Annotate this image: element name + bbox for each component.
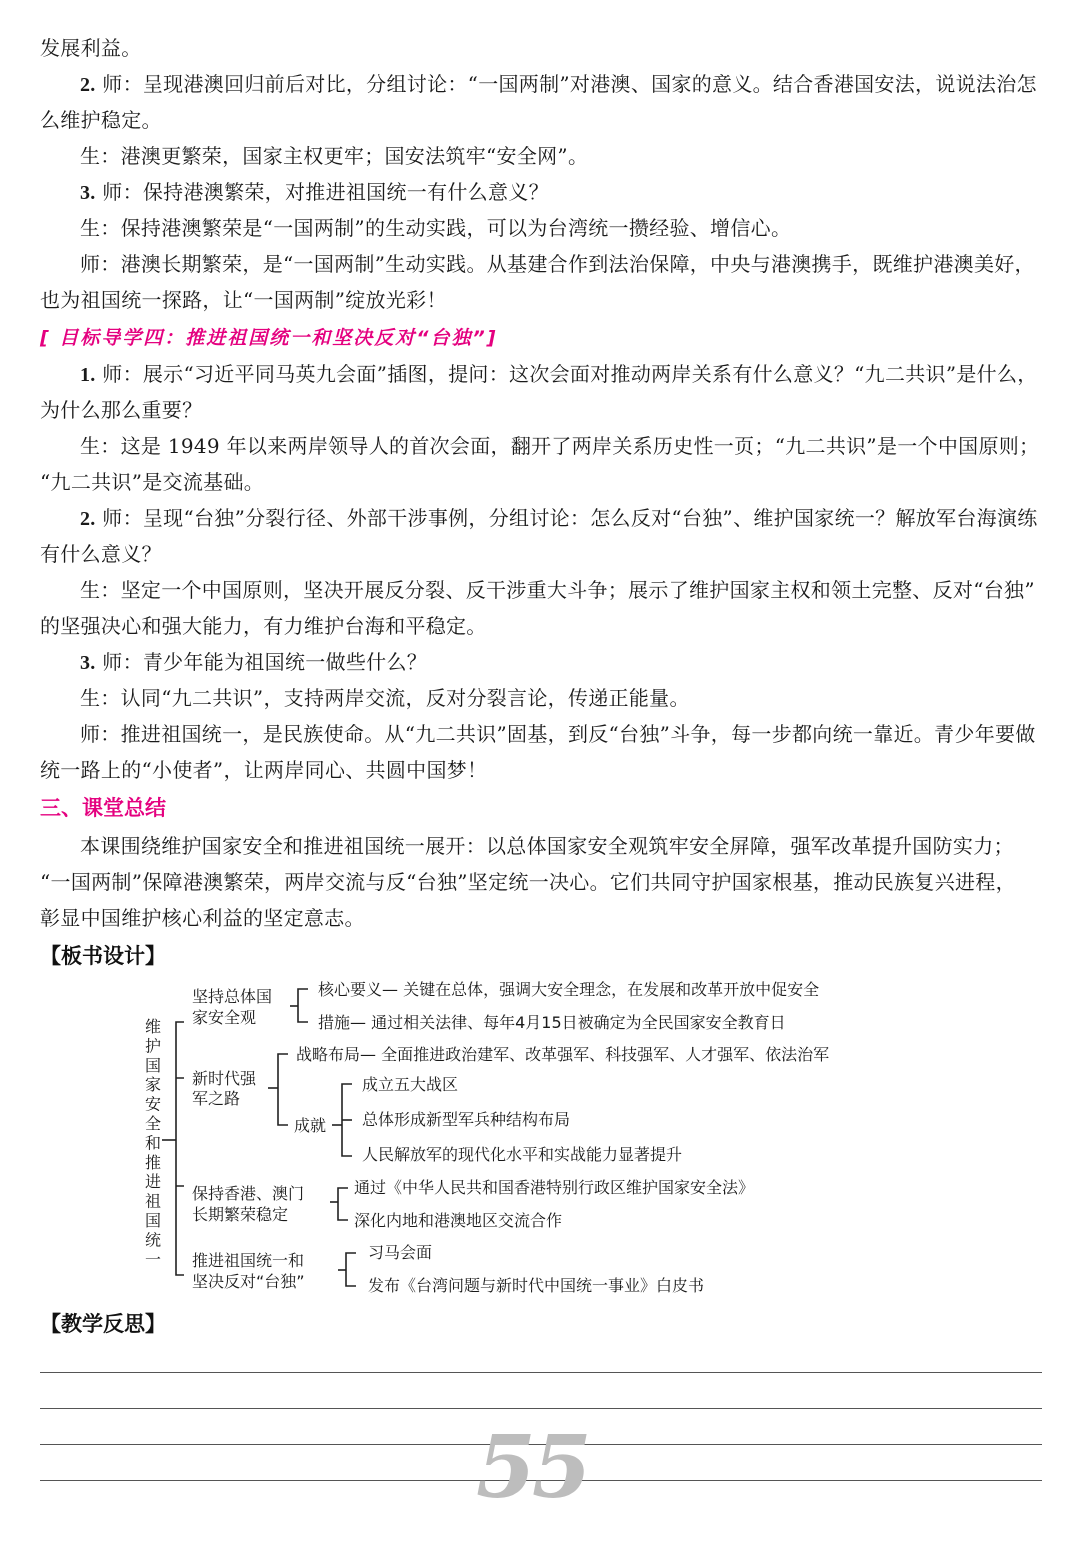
branch1-label-line2: 家安全观 bbox=[192, 1008, 257, 1027]
goal4-question-2-cont: 有什么意义？ bbox=[40, 542, 162, 566]
student-answer-cont: 的坚强决心和强大能力，有力维护台海和平稳定。 bbox=[40, 614, 487, 638]
teacher-summary: 师：推进祖国统一，是民族使命。从“九二共识”固基，到反“台独”斗争，每一步都向统一靠近。青少年要做 bbox=[80, 722, 1036, 746]
summary-paragraph-cont: 彰显中国维护核心利益的坚定意志。 bbox=[40, 906, 365, 930]
achievement-item3: 人民解放军的现代化水平和实战能力显著提升 bbox=[362, 1145, 683, 1164]
achievement-item2: 总体形成新型军兵种结构布局 bbox=[362, 1110, 571, 1129]
root-label-char: 统 bbox=[145, 1230, 162, 1250]
branch4-label-line2: 坚决反对“台独” bbox=[192, 1272, 305, 1291]
question-2-line-cont: 么维护稳定。 bbox=[40, 108, 162, 132]
branch3-label-line1: 保持香港、澳门 bbox=[192, 1184, 305, 1203]
student-answer: 生：港澳更繁荣，国家主权更牢；国安法筑牢“安全网”。 bbox=[80, 144, 589, 168]
paragraph-line: 发展利益。 bbox=[40, 36, 142, 60]
branch4-bracket bbox=[346, 1253, 356, 1286]
branch2-label-line2: 军之路 bbox=[192, 1089, 241, 1108]
goal4-question-2 bbox=[80, 500, 1044, 537]
branch3-label-line2: 长期繁荣稳定 bbox=[192, 1205, 289, 1224]
root-label-char: 维 bbox=[145, 1017, 162, 1036]
root-label-char: 进 bbox=[145, 1172, 162, 1192]
writing-line[interactable] bbox=[40, 1408, 1042, 1409]
question-text: 师：展示“习近平同马英九会面”插图，提问：这次会面对推动两岸关系有什么意义？“九二共识”是什么， bbox=[95, 362, 1038, 386]
item-number: 3. bbox=[80, 652, 96, 674]
student-answer-cont: “九二共识”是交流基础。 bbox=[40, 470, 265, 494]
teacher-summary-cont: 也为祖国统一探路，让“一国两制”绽放光彩！ bbox=[40, 288, 447, 312]
student-answer: 生：这是 1949 年以来两岸领导人的首次会面，翻开了两岸关系历史性一页；“九二共识”是一个中国原则； bbox=[80, 434, 1040, 458]
writing-line[interactable] bbox=[40, 1372, 1042, 1373]
root-label-char: 国 bbox=[145, 1055, 162, 1075]
root-bracket bbox=[176, 1022, 184, 1275]
item-number: 3. bbox=[80, 182, 96, 204]
branch1-item1: 核心要义— 关键在总体，强调大安全理念，在发展和改革开放中促安全 bbox=[318, 980, 820, 999]
branch4-item2: 发布《台湾问题与新时代中国统一事业》白皮书 bbox=[368, 1276, 705, 1295]
branch2-item2: 成就 bbox=[294, 1116, 327, 1135]
root-label bbox=[145, 1017, 161, 1269]
branch2-bracket bbox=[278, 1054, 288, 1125]
root-label-char: 祖 bbox=[145, 1191, 162, 1211]
root-label-char: 全 bbox=[145, 1114, 162, 1133]
branch1-item2: 措施— 通过相关法律、每年4月15日被确定为全民国家安全教育日 bbox=[318, 1013, 786, 1032]
teacher-summary: 师：港澳长期繁荣，是“一国两制”生动实践。从基建合作到法治保障，中央与港澳携手，既维护港澳美好， bbox=[80, 252, 1035, 276]
branch1-bracket bbox=[298, 989, 308, 1022]
branch3-item1: 通过《中华人民共和国香港特别行政区维护国家安全法》 bbox=[354, 1178, 755, 1197]
branch3-item2: 深化内地和港澳地区交流合作 bbox=[354, 1211, 563, 1230]
root-label-char: 家 bbox=[145, 1075, 162, 1095]
board-design-heading: 【板书设计】 bbox=[40, 944, 166, 968]
goal4-question-1 bbox=[80, 356, 1044, 393]
question-text: 师：青少年能为祖国统一做些什么？ bbox=[95, 650, 428, 674]
summary-paragraph-cont: “一国两制”保障港澳繁荣，两岸交流与反“台独”坚定统一决心。它们共同守护国家根基，推动民族复兴进程， bbox=[40, 870, 1016, 894]
item-number: 2. bbox=[80, 508, 96, 530]
branch1-label-line1: 坚持总体国 bbox=[192, 987, 273, 1006]
student-answer: 生：认同“九二共识”，支持两岸交流，反对分裂言论，传递正能量。 bbox=[80, 686, 690, 710]
root-label-char: 国 bbox=[145, 1211, 162, 1230]
root-label-char: 安 bbox=[145, 1094, 162, 1114]
question-2-line bbox=[80, 66, 1044, 103]
student-answer: 生：坚定一个中国原则，坚决开展反分裂、反干涉重大斗争；展示了维护国家主权和领土完整、反对“台独” bbox=[80, 578, 1035, 602]
student-answer: 生：保持港澳繁荣是“一国两制”的生动实践，可以为台湾统一攒经验、增信心。 bbox=[80, 216, 792, 240]
item-number: 2. bbox=[80, 74, 96, 96]
root-label-char: 一 bbox=[145, 1249, 162, 1269]
summary-paragraph: 本课围绕维护国家安全和推进祖国统一展开：以总体国家安全观筑牢安全屏障，强军改革提升国防实力； bbox=[80, 834, 1014, 858]
root-label-char: 和 bbox=[145, 1133, 162, 1153]
branch2-label-line1: 新时代强 bbox=[192, 1069, 257, 1088]
branch4-item1: 习马会面 bbox=[368, 1243, 433, 1262]
goal4-question-1-cont: 为什么那么重要？ bbox=[40, 398, 203, 422]
root-label-char: 推 bbox=[145, 1152, 162, 1172]
question-text: 师：呈现港澳回归前后对比，分组讨论：“一国两制”对港澳、国家的意义。结合香港国安法，说说法治怎 bbox=[95, 72, 1037, 96]
item-number: 1. bbox=[80, 364, 96, 386]
branch2-item1: 战略布局— 全面推进政治建军、改革强军、科技强军、人才强军、依法治军 bbox=[296, 1045, 830, 1064]
goal4-question-3 bbox=[80, 644, 1044, 681]
page-number: 55 bbox=[476, 1417, 588, 1518]
question-text: 师：呈现“台独”分裂行径、外部干涉事例，分组讨论：怎么反对“台独”、维护国家统一？解放军台海演练 bbox=[95, 506, 1038, 530]
teaching-reflection-heading: 【教学反思】 bbox=[40, 1312, 166, 1336]
root-tick bbox=[176, 1078, 184, 1186]
achievement-item1: 成立五大战区 bbox=[362, 1075, 459, 1094]
root-label-char: 护 bbox=[145, 1036, 162, 1056]
teacher-summary-cont: 统一路上的“小使者”，让两岸同心、共圆中国梦！ bbox=[40, 758, 488, 782]
branch4-label-line1: 推进祖国统一和 bbox=[192, 1251, 305, 1270]
goal-heading-4: [ 目标导学四：推进祖国统一和坚决反对“台独”] bbox=[40, 327, 498, 349]
branch3-bracket bbox=[338, 1188, 348, 1220]
question-text: 师：保持港澳繁荣，对推进祖国统一有什么意义？ bbox=[95, 180, 549, 204]
section-heading-3: 三、课堂总结 bbox=[40, 796, 166, 820]
board-design-diagram bbox=[0, 970, 1080, 1310]
question-3-line bbox=[80, 174, 1044, 211]
